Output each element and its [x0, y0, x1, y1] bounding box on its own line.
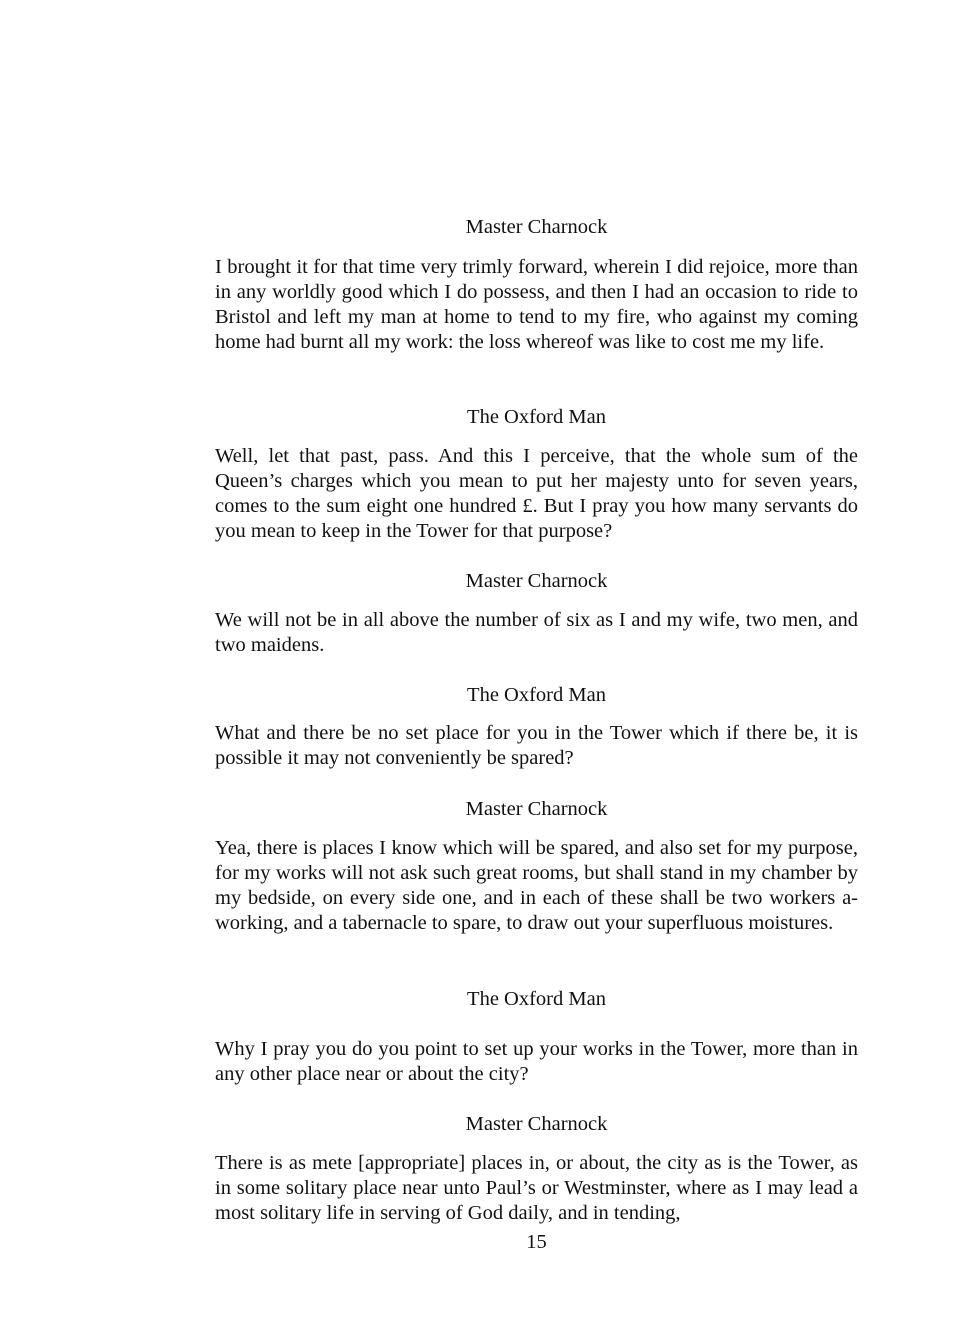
- speaker-heading: Master Charnock: [465, 798, 608, 820]
- speech-paragraph: Yea, there is places I know which will be spared, and also set for my purpose, for my works will not ask such great rooms, but shall stand in my chamber by my bedside, on every side one, and in each of these shall be two workers a-working, and a tabernacle to spare, to draw out your superfluous moistures.: [215, 837, 858, 934]
- page-number: 15: [526, 1231, 547, 1253]
- speech-paragraph: There is as mete [appropriate] places in, or about, the city as is the Tower, as in some solitary place near unto Paul’s or Westminster, where as I may lead a most solitary life in serving of God daily, and in tending,: [215, 1152, 858, 1224]
- speaker-heading: The Oxford Man: [467, 684, 606, 706]
- speaker-heading: Master Charnock: [465, 1113, 608, 1135]
- speaker-heading: The Oxford Man: [467, 988, 606, 1010]
- speech-paragraph: Well, let that past, pass. And this I perceive, that the whole sum of the Queen’s charges which you mean to put her majesty unto for seven years, comes to the sum eight one hundred £. But I pray you how many servants do you mean to keep in the Tower for that purpose?: [215, 445, 858, 542]
- speaker-heading: Master Charnock: [465, 216, 608, 238]
- speaker-heading: The Oxford Man: [467, 406, 606, 428]
- speech-paragraph: Why I pray you do you point to set up your works in the Tower, more than in any other place near or about the city?: [215, 1038, 858, 1085]
- speech-paragraph: What and there be no set place for you in the Tower which if there be, it is possible it may not conveniently be spared?: [215, 722, 858, 769]
- speech-paragraph: I brought it for that time very trimly forward, wherein I did rejoice, more than in any worldly good which I do possess, and then I had an occasion to ride to Bristol and left my man at home to tend to my fire, who against my coming home had burnt all my work: the loss whereof was like to cost me my life.: [215, 256, 858, 353]
- speech-paragraph: We will not be in all above the number of six as I and my wife, two men, and two maidens.: [215, 609, 858, 656]
- speaker-heading: Master Charnock: [465, 570, 608, 592]
